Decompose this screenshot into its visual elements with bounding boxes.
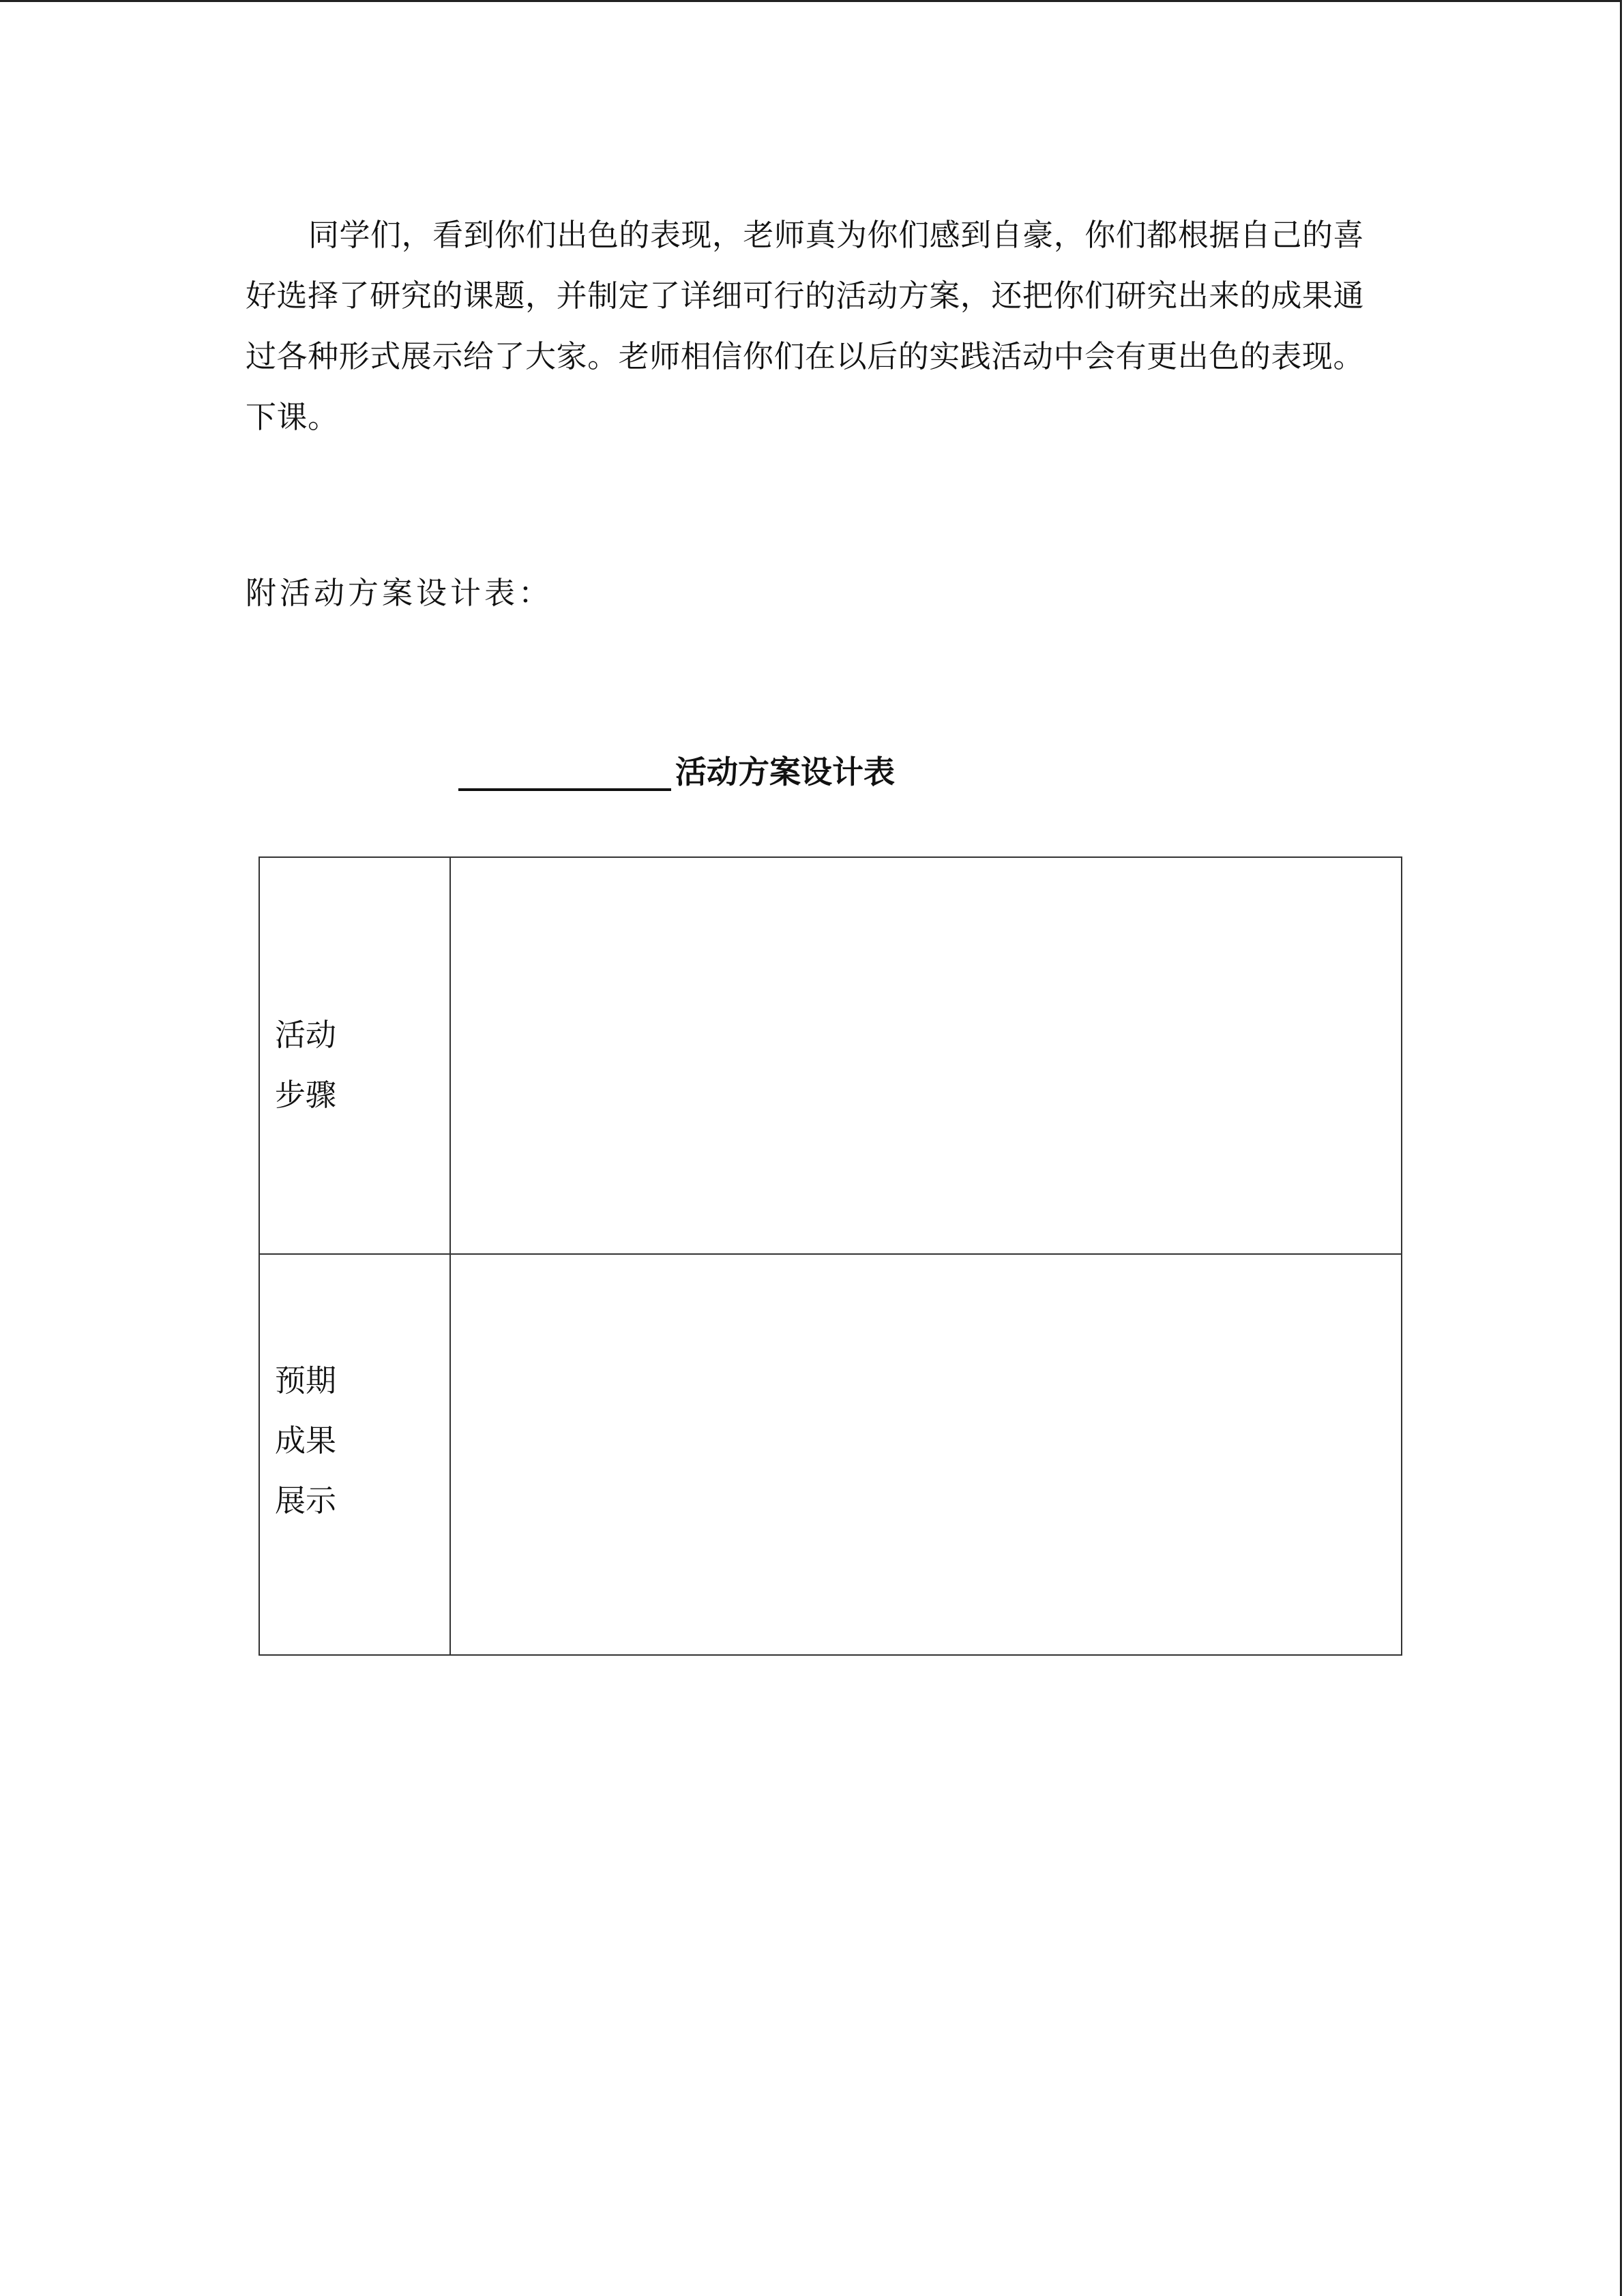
label-cell <box>259 1254 450 1655</box>
row-label-results: 预期 成果 展示 <box>275 1362 337 1519</box>
appendix-label: 附活动方案设计表： <box>246 575 553 611</box>
table-title <box>458 750 895 791</box>
content-cell-results[interactable] <box>450 1254 1402 1655</box>
title-blank-line[interactable] <box>458 750 671 791</box>
label-cell <box>259 857 450 1254</box>
activity-plan-table <box>259 856 1402 1656</box>
content-cell-steps[interactable] <box>450 857 1402 1254</box>
table-title-text: 活动方案设计表 <box>675 754 895 790</box>
table-row <box>259 1254 1402 1655</box>
closing-paragraph: 同学们，看到你们出色的表现，老师真为你们感到自豪，你们都根据自己的喜好选择了研究的课题，并制定了详细可行的活动方案，还把你们研究出来的成果通过各种形式展示给了大家。老师相信你们在以后的实践活动中会有更出色的表现。下课。 <box>246 217 1364 435</box>
row-label-steps: 活动 步骤 <box>275 1017 337 1113</box>
table-row <box>259 857 1402 1254</box>
